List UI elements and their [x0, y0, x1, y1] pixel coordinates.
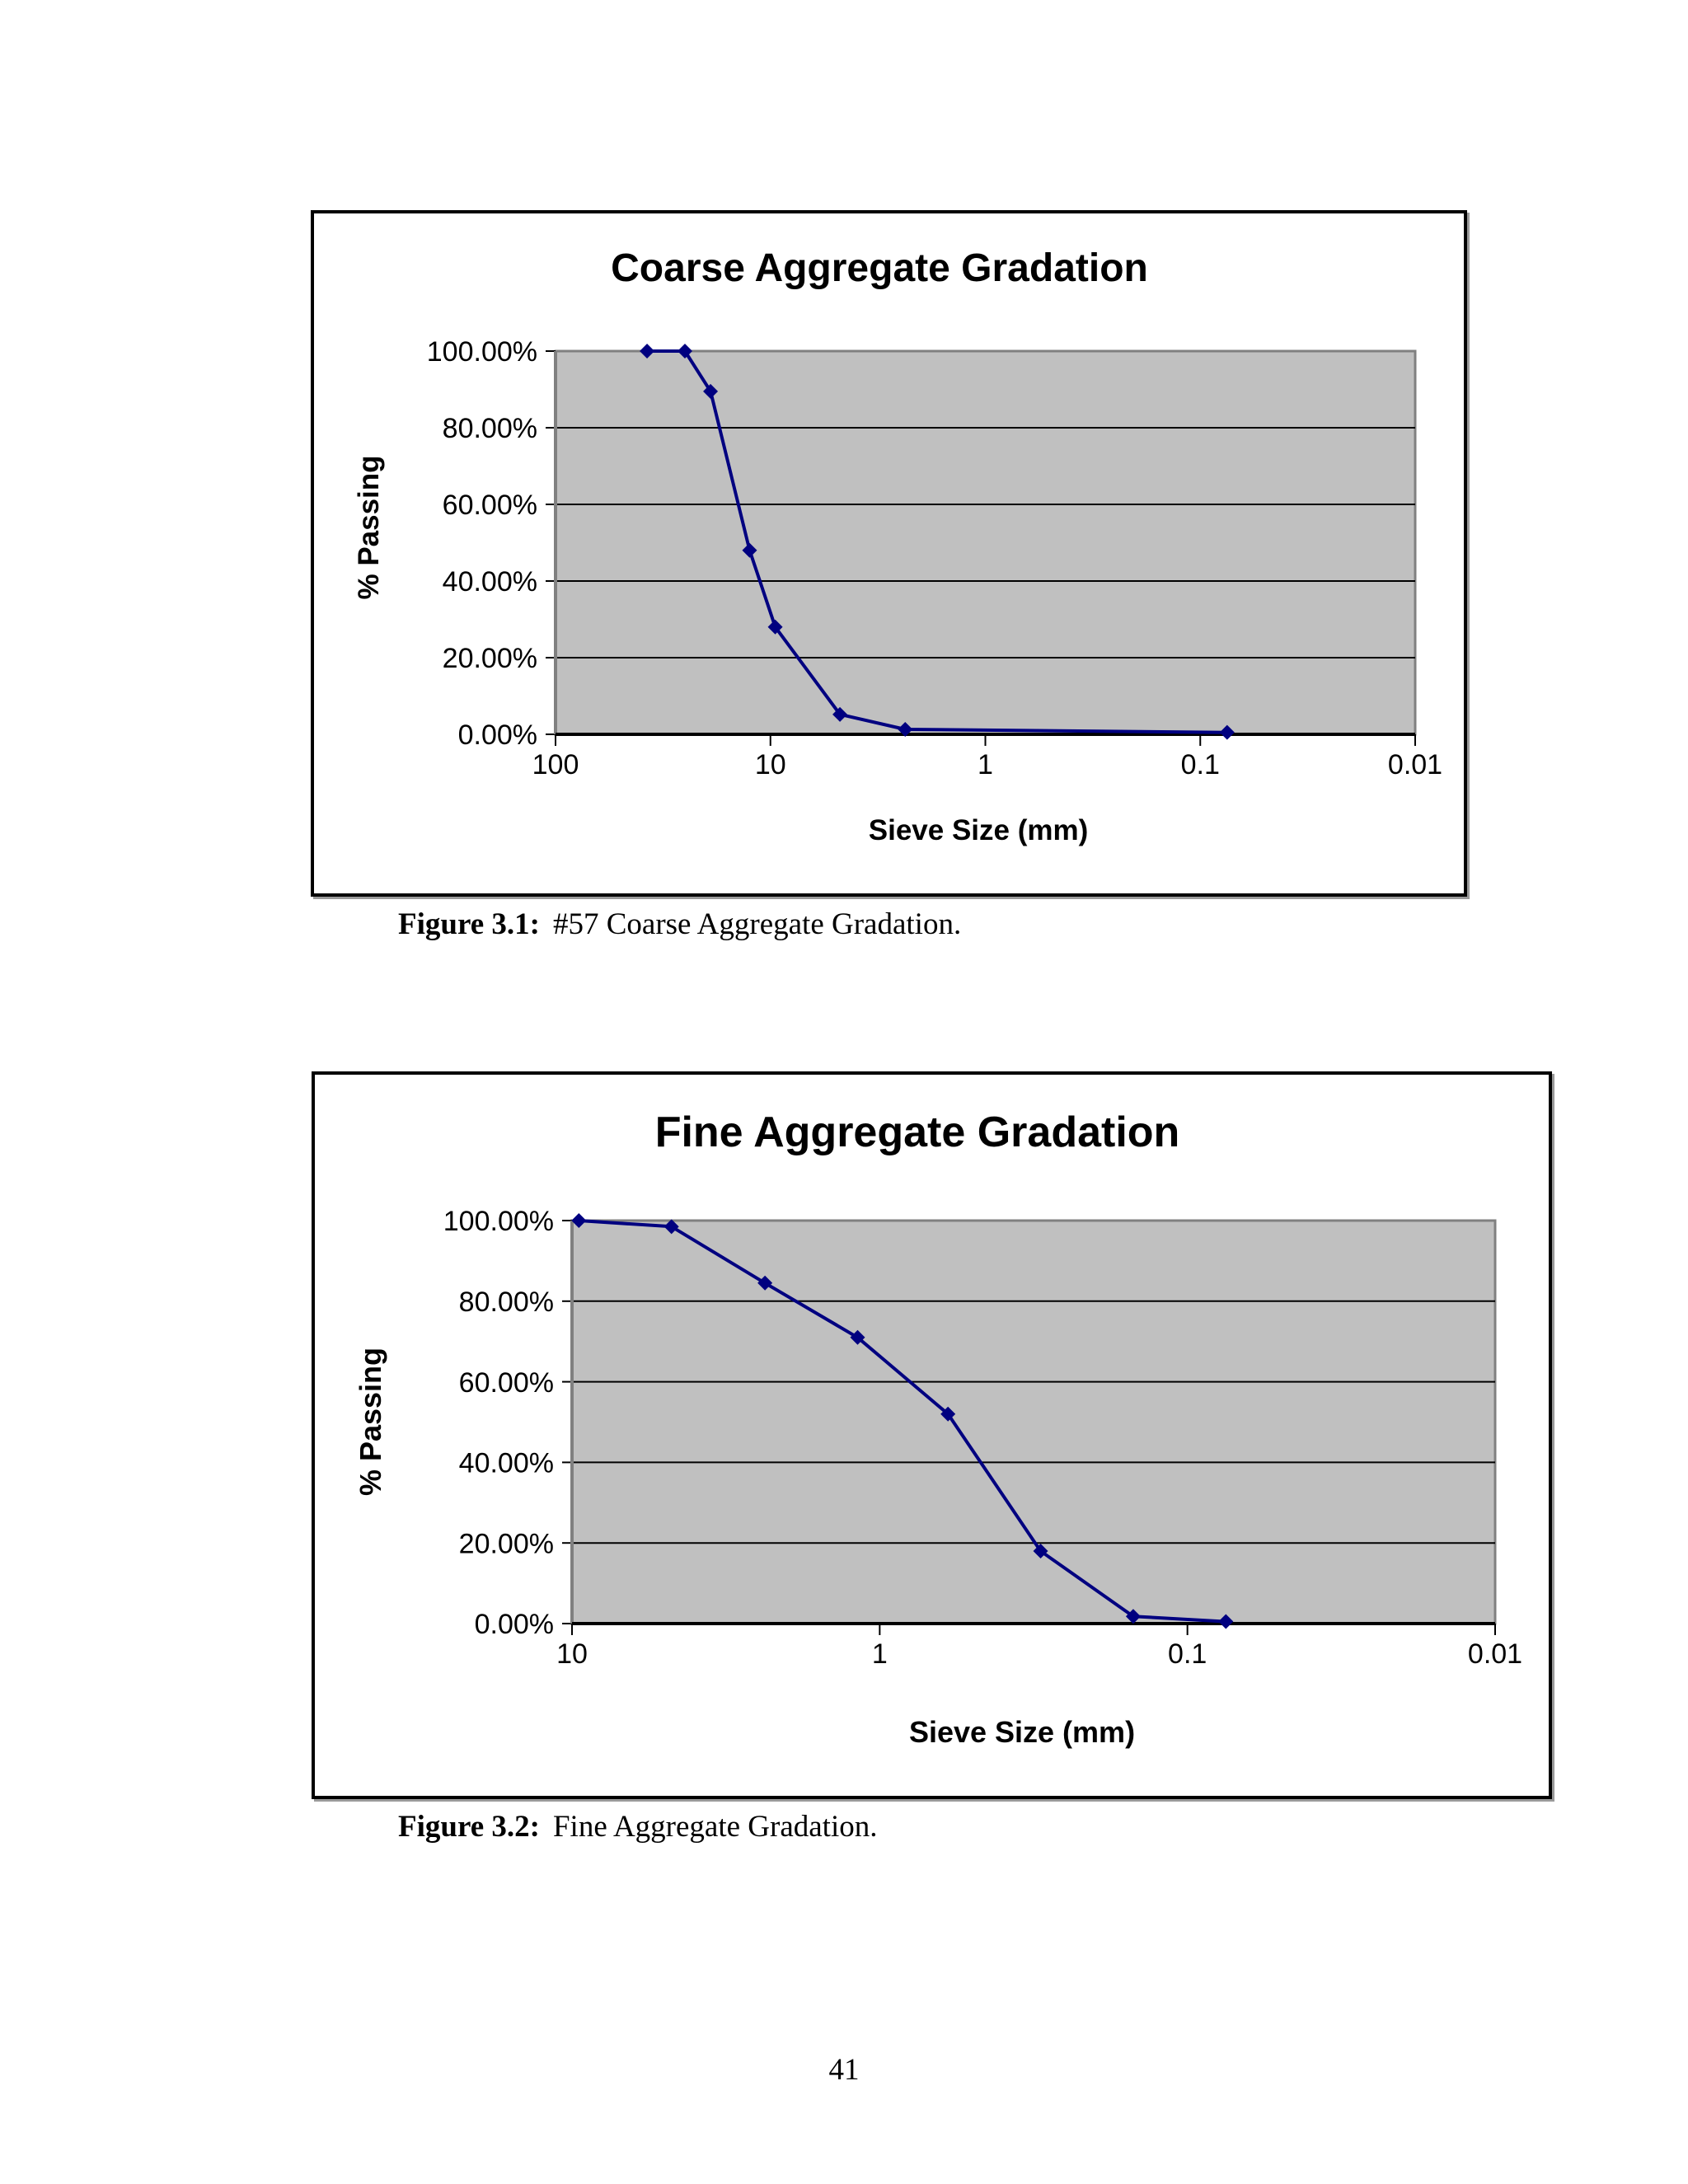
fine-x-tick-label: 10: [556, 1638, 588, 1670]
figure-3-1-label: Figure 3.1:: [398, 907, 540, 941]
coarse-gradation-chart: [311, 210, 1467, 897]
fine-y-tick-label: 80.00%: [458, 1286, 554, 1319]
fine-y-tick-label: 20.00%: [458, 1528, 554, 1560]
coarse-plot-area: [556, 351, 1415, 734]
coarse-y-tick-label: 80.00%: [442, 413, 537, 445]
figure-3-2-label: Figure 3.2:: [398, 1810, 540, 1844]
fine-y-tick-label: 40.00%: [458, 1447, 554, 1479]
coarse-x-tick-label: 100: [532, 749, 579, 780]
figure-3-1-caption: [398, 907, 961, 942]
coarse-gradation-plot: [314, 213, 1464, 893]
fine-x-tick-label: 0.1: [1168, 1638, 1207, 1670]
figure-3-2-caption: [398, 1809, 878, 1844]
coarse-x-tick-label: 10: [754, 749, 786, 780]
fine-gradation-plot: [315, 1075, 1549, 1796]
coarse-y-tick-label: 40.00%: [442, 566, 537, 598]
coarse-x-tick-label: 0.1: [1180, 749, 1220, 780]
coarse-y-tick-label: 60.00%: [442, 490, 537, 522]
fine-plot-area: [572, 1221, 1495, 1624]
fine-y-tick-label: 0.00%: [474, 1609, 554, 1641]
fine-gradation-chart: [312, 1071, 1552, 1799]
fine-y-tick-label: 60.00%: [458, 1366, 554, 1399]
coarse-x-axis-label: Sieve Size (mm): [868, 814, 1089, 846]
fine-y-axis-label: % Passing: [354, 1347, 387, 1497]
coarse-y-tick-label: 100.00%: [426, 336, 537, 368]
page-number: 41: [828, 2053, 860, 2087]
fine-y-tick-label: 100.00%: [443, 1206, 554, 1238]
fine-x-axis-label: Sieve Size (mm): [908, 1715, 1136, 1749]
figure-3-2-text: Fine Aggregate Gradation.: [552, 1810, 878, 1844]
fine-x-tick-label: 1: [871, 1638, 888, 1670]
fine-x-tick-label: 0.01: [1467, 1638, 1523, 1670]
coarse-x-tick-label: 0.01: [1387, 749, 1443, 780]
fine-chart-title: Fine Aggregate Gradation: [654, 1108, 1180, 1156]
coarse-y-axis-label: % Passing: [353, 455, 385, 600]
coarse-y-tick-label: 0.00%: [457, 719, 537, 752]
figure-3-1-text: #57 Coarse Aggregate Gradation.: [552, 907, 962, 941]
coarse-y-tick-label: 20.00%: [442, 643, 537, 675]
coarse-chart-title: Coarse Aggregate Gradation: [611, 246, 1148, 290]
coarse-x-tick-label: 1: [978, 749, 993, 780]
